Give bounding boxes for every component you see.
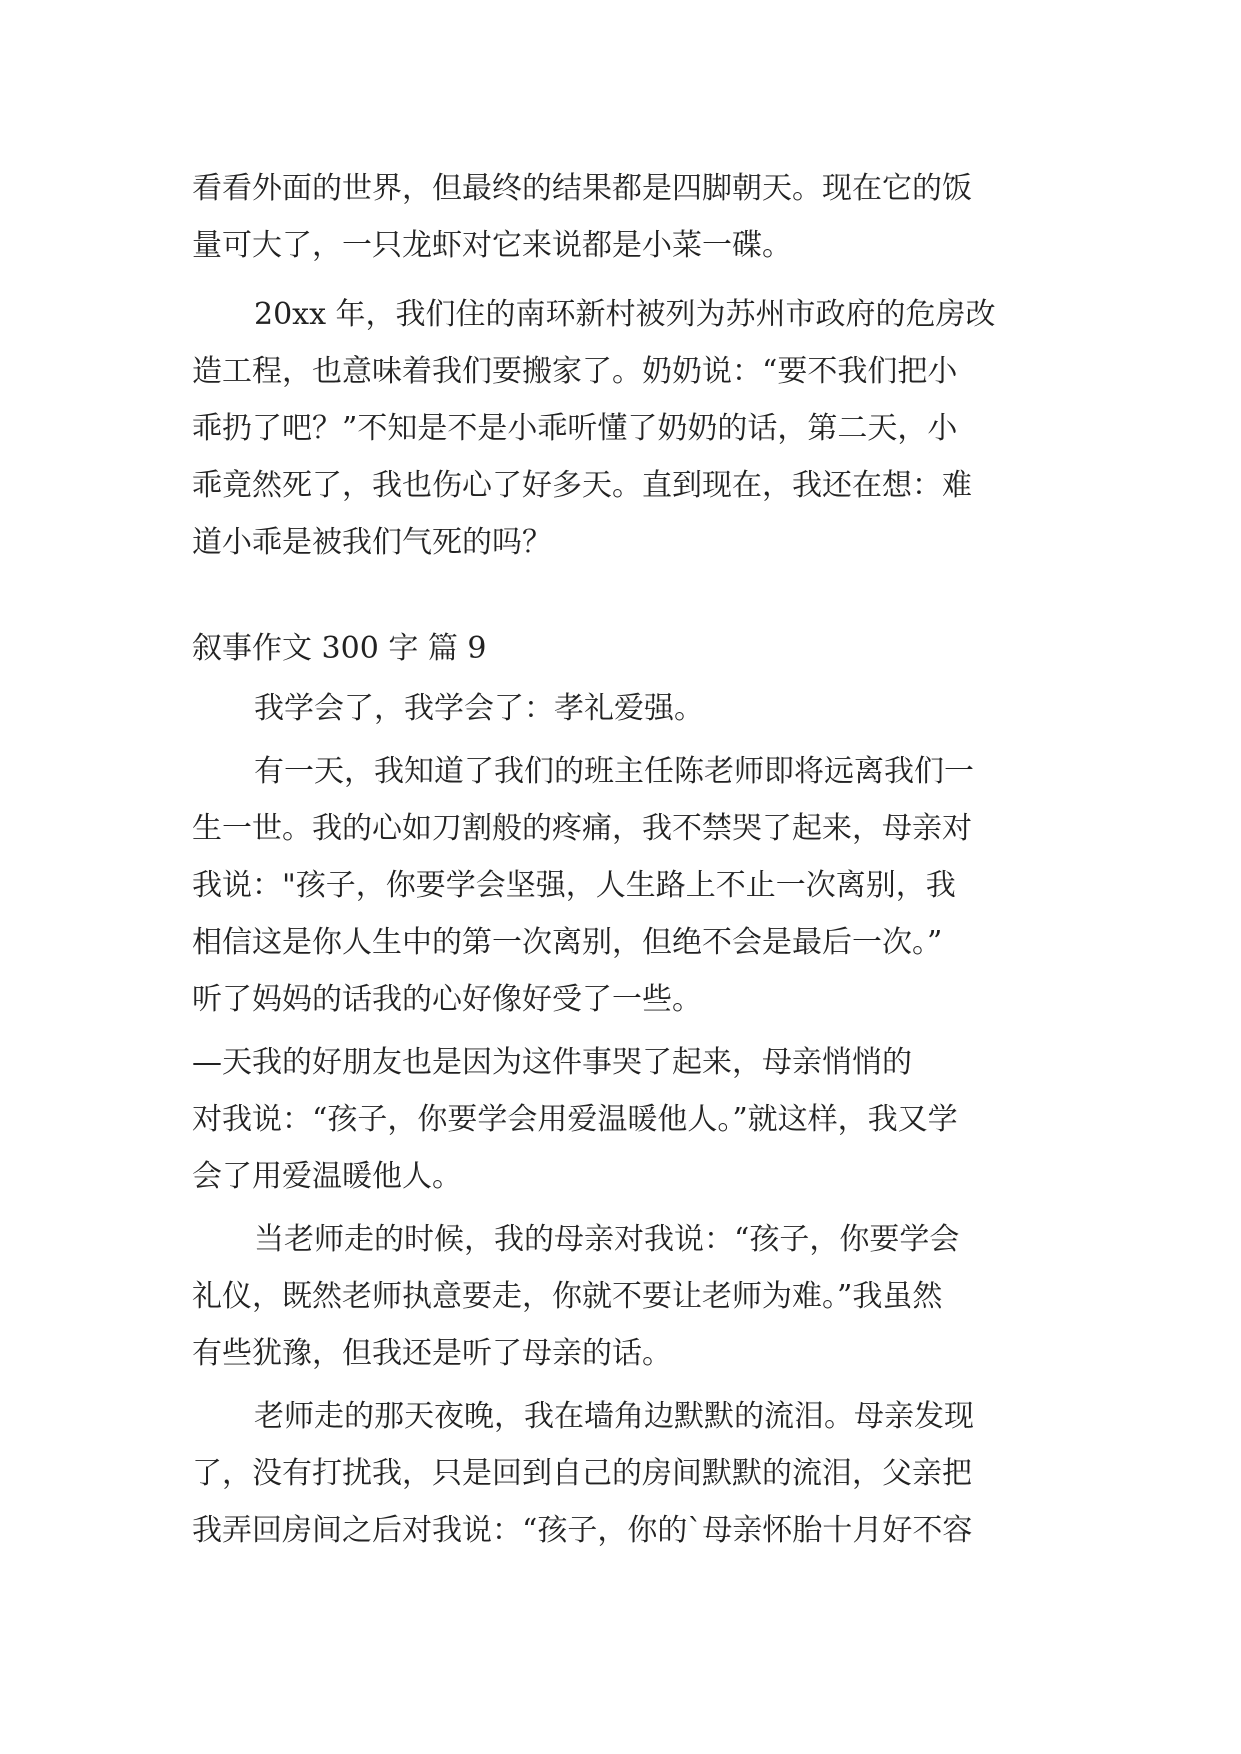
text-line: 了，没有打扰我，只是回到自己的房间默默的流泪，父亲把 [192,1456,972,1491]
essay-body [192,680,1052,1559]
text-line: 对我说：“孩子，你要学会用爱温暖他人。”就这样，我又学 [192,1102,958,1137]
text-line: 看看外面的世界，但最终的结果都是四脚朝天。现在它的饭 [192,171,972,206]
text-line: 20xx 年，我们住的南环新村被列为苏州市政府的危房改 [254,297,996,332]
text-line: 有些犹豫，但我还是听了母亲的话。 [192,1336,672,1371]
text-line: 有一天，我知道了我们的班主任陈老师即将远离我们一 [254,754,974,789]
text-line: —天我的好朋友也是因为这件事哭了起来，母亲悄悄的 [192,1045,912,1080]
text-line: 生一世。我的心如刀割般的疼痛，我不禁哭了起来，母亲对 [192,811,972,846]
essay-heading: 叙事作文 300 字 篇 9 [192,631,487,666]
text-line: 老师走的那天夜晚，我在墙角边默默的流泪。母亲发现 [254,1399,974,1434]
text-line: 乖扔了吧？”不知是不是小乖听懂了奶奶的话，第二天，小 [192,411,958,446]
text-line: 相信这是你人生中的第一次离别，但绝不会是最后一次。” [192,925,943,960]
text-line: 造工程，也意味着我们要搬家了。奶奶说：“要不我们把小 [192,354,958,389]
text-line: 礼仪，既然老师执意要走，你就不要让老师为难。”我虽然 [192,1279,943,1314]
text-line: 道小乖是被我们气死的吗？ [192,525,552,560]
text-line: 我弄回房间之后对我说：“孩子，你的`母亲怀胎十月好不容 [192,1513,973,1548]
essay-continuation [192,160,1052,571]
text-line: 我学会了，我学会了：孝礼爱强。 [254,691,704,726]
text-line: 会了用爱温暖他人。 [192,1159,462,1194]
text-line: 乖竟然死了，我也伤心了好多天。直到现在，我还在想：难 [192,468,972,503]
text-line: 我说："孩子，你要学会坚强，人生路上不止一次离别，我 [192,868,956,903]
text-line: 听了妈妈的话我的心好像好受了一些。 [192,982,702,1017]
text-line: 当老师走的时候，我的母亲对我说：“孩子，你要学会 [254,1222,960,1257]
text-line: 量可大了，一只龙虾对它来说都是小菜一碟。 [192,228,792,263]
